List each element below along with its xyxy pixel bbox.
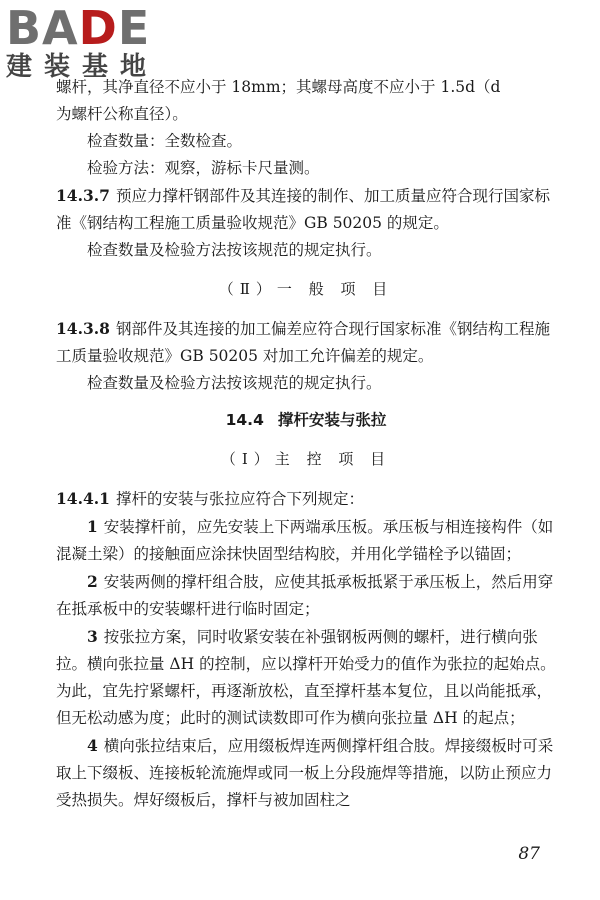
clause-text: 预应力撑杆钢部件及其连接的制作、加工质量应符合现行国家标准《钢结构工程施工质量验收规范》GB 50205 的规定。 [56,187,550,232]
check-method: 检验方法：观察，游标卡尺量测。 [87,159,320,177]
item-number: 4 [87,736,98,755]
logo-wordmark: BADE [6,1,151,55]
item-number: 1 [87,517,98,536]
clause-check: 检查数量及检验方法按该规范的规定执行。 [87,241,382,259]
clause-text: 钢部件及其连接的加工偏差应符合现行国家标准《钢结构工程施工质量验收规范》GB 50205 对加工允许偏差的规定。 [56,320,550,365]
clause-number: 14.3.7 [56,186,110,205]
document-body [56,74,556,814]
clause-number: 14.4.1 [56,489,110,508]
section-heading [56,407,556,434]
section-number: 14.4 [225,411,264,429]
list-item [56,623,556,732]
clause-number: 14.3.8 [56,319,110,338]
text-line: 为螺杆公称直径）。 [56,105,188,123]
subheading-main-items: （Ⅰ）主 控 项 目 [220,450,392,468]
check-quantity: 检查数量：全数检查。 [87,132,243,150]
list-item [56,513,556,568]
section-title: 撑杆安装与张拉 [277,411,387,429]
item-text: 按张拉方案，同时收紧安装在补强钢板两侧的螺杆，进行横向张拉。横向张拉量 ΔH 的控制，应以撑杆开始受力的值作为张拉的起始点。为此，宜先拧紧螺杆，再逐渐放松，直至撑杆基本复位，且以尚能抵承，但无松动感为度；此时的测试读数即可作为横向张拉量 ΔH 的起点； [56,628,556,727]
clause-text: 撑杆的安装与张拉应符合下列规定： [115,490,364,508]
item-number: 3 [87,627,98,646]
list-item [56,568,556,623]
list-item [56,732,556,814]
logo-chinese-text: 建装基地 [6,52,159,82]
clause-14-3-7 [56,182,556,237]
clause-check: 检查数量及检验方法按该规范的规定执行。 [87,374,382,392]
subheading-general-items: （Ⅱ）一 般 项 目 [218,280,394,298]
watermark-logo [6,1,181,84]
page-number: 87 [518,844,540,864]
clause-14-4-1 [56,485,556,513]
item-text: 横向张拉结束后，应用缀板焊连两侧撑杆组合肢。焊接缀板时可采取上下缀板、连接板轮流施焊或同一板上分段施焊等措施，以防止预应力受热损失。焊好缀板后，撑杆与被加固柱之 [56,737,554,809]
item-number: 2 [87,572,98,591]
clause-14-3-8 [56,315,556,370]
text-line: 螺杆，其净直径不应小于 18mm；其螺母高度不应小于 1.5d（d [56,78,501,96]
item-text: 安装两侧的撑杆组合肢，应使其抵承板抵紧于承压板上，然后用穿在抵承板中的安装螺杆进行临时固定； [56,573,554,618]
item-text: 安装撑杆前，应先安装上下两端承压板。承压板与相连接构件（如混凝土梁）的接触面应涂抹快固型结构胶，并用化学锚栓予以锚固； [56,518,554,563]
